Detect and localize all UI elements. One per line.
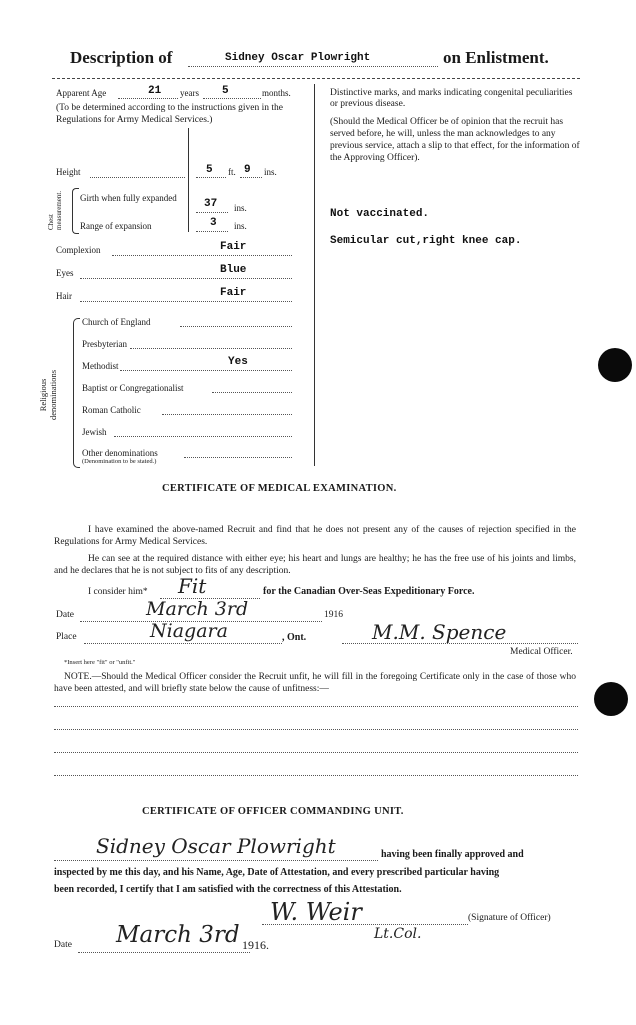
eyes-label: Eyes: [56, 268, 74, 278]
chest-brace: [72, 188, 79, 234]
complexion-label: Complexion: [56, 245, 101, 255]
insert-note: *Insert here "fit" or "unfit.": [64, 659, 136, 666]
years-label: years: [180, 88, 199, 98]
medical-heading: CERTIFICATE OF MEDICAL EXAMINATION.: [162, 483, 397, 494]
header-name-line: [188, 66, 438, 67]
approved-text: having been finally approved and: [381, 849, 524, 860]
complexion-line: [112, 255, 292, 256]
officer-date-line: [78, 952, 250, 953]
measure-divider: [188, 128, 189, 232]
hair-label: Hair: [56, 291, 72, 301]
height-ft-line: [196, 177, 226, 178]
eyes-line: [80, 278, 292, 279]
for-label: for the Canadian Over-Seas Expeditionary Force.: [263, 586, 475, 597]
range-unit: ins.: [234, 221, 247, 231]
medical-officer-label: Medical Officer.: [510, 647, 573, 657]
girth-value: 37: [204, 198, 218, 210]
girth-label-text: Girth when fully expanded: [80, 193, 177, 203]
chest-label: Chest measurement.: [47, 190, 63, 230]
range-value: 3: [210, 217, 217, 229]
apparent-age-label: Apparent Age: [56, 88, 107, 98]
medical-year: 1916: [324, 610, 343, 620]
place-value: Niagara: [150, 620, 228, 642]
height-line: [90, 177, 185, 178]
medical-para-1: I have examined the above-named Recruit and find that he does not present any of the causes of rejection specified in the Regulations for Army Medical Services.: [54, 525, 576, 547]
church-of-england-label: Church of England: [82, 317, 151, 327]
catholic-line: [162, 414, 292, 415]
ont-label: , Ont.: [282, 632, 307, 643]
range-label: Range of expansion: [80, 221, 152, 231]
medical-date-value: March 3rd: [146, 598, 249, 620]
place-label: Place: [56, 632, 77, 642]
roman-catholic-label: Roman Catholic: [82, 405, 141, 415]
methodist-label: Methodist: [82, 361, 119, 371]
age-note: (To be determined according to the instructions given in the Regulations for Army Medical Services.): [56, 103, 284, 125]
unfit-note: NOTE.—Should the Medical Officer consider the Recruit unfit, he will fill in the foregoing Certificate only in the case of those who have been attested, and will briefly state below the cause of unfitness:—: [54, 672, 576, 694]
height-ins-label: ins.: [264, 167, 277, 177]
marks-line-1: Not vaccinated.: [330, 208, 430, 220]
medical-para-2: He can see at the required distance with either eye; his heart and lungs are healthy; he has the free use of his joints and limbs, and he declares that he is not subject to fits of any description.: [54, 554, 576, 576]
officer-name-handwritten: Sidney Oscar Plowright: [96, 834, 336, 858]
eyes-value: Blue: [220, 264, 247, 276]
unfit-line-4: [54, 775, 578, 776]
hair-value: Fair: [220, 287, 247, 299]
officer-date-label: Date: [54, 940, 72, 950]
punch-hole-bottom: [594, 682, 628, 716]
height-ins-line: [240, 177, 262, 178]
range-line: [196, 231, 228, 232]
medical-signature: M.M. Spence: [372, 620, 507, 644]
recruit-name: Sidney Oscar Plowright: [225, 52, 371, 64]
consider-label: I consider him*: [88, 587, 148, 597]
officer-date-value: March 3rd: [116, 922, 240, 948]
complexion-value: Fair: [220, 241, 247, 253]
hair-line: [80, 301, 292, 302]
height-ft-value: 5: [206, 164, 213, 176]
age-years-value: 21: [148, 85, 162, 97]
officer-year: 1916.: [242, 938, 269, 952]
religion-brace: [73, 318, 80, 468]
age-years-line: [118, 98, 178, 99]
officer-heading: CERTIFICATE OF OFFICER COMMANDING UNIT.: [142, 806, 404, 817]
church-line: [180, 326, 292, 327]
methodist-line: [120, 370, 292, 371]
punch-hole-top: [598, 348, 632, 382]
presbyterian-line: [130, 348, 292, 349]
baptist-line: [212, 392, 292, 393]
place-line: [84, 643, 282, 644]
presbyterian-label: Presbyterian: [82, 339, 127, 349]
header-rule: [52, 78, 580, 80]
height-ins-value: 9: [244, 164, 251, 176]
girth-label: [80, 193, 190, 204]
girth-unit: ins.: [234, 203, 247, 213]
marks-heading: Distinctive marks, and marks indicating congenital peculiarities or previous disease.: [330, 88, 573, 109]
height-label: Height: [56, 167, 81, 177]
header-title-left: Description of: [70, 48, 173, 67]
officer-line-2: inspected by me this day, and his Name, Age, Date of Attestation, and every prescribed particular having: [54, 867, 500, 878]
religion-side-label: Religious denominations: [38, 369, 58, 421]
marks-line-2: Semicular cut,right knee cap.: [330, 235, 522, 247]
ft-label: ft.: [228, 167, 236, 177]
age-months-line: [203, 98, 261, 99]
column-divider: [314, 84, 315, 466]
header-title-right: on Enlistment.: [443, 48, 549, 67]
jewish-line: [114, 436, 292, 437]
unfit-line-2: [54, 729, 578, 730]
baptist-label: Baptist or Congregationalist: [82, 383, 184, 393]
age-months-value: 5: [222, 85, 229, 97]
jewish-label: Jewish: [82, 427, 107, 437]
marks-note: (Should the Medical Officer be of opinion that the recruit has served before, he will, unless the man acknowledges to any previous service, attach a slip to that effect, for the information of the Approving Officer).: [330, 117, 580, 163]
officer-rank: Lt.Col.: [374, 926, 422, 942]
other-label: Other denominations: [82, 448, 158, 458]
officer-line-3: been recorded, I certify that I am satisfied with the correctness of this Attestation.: [54, 884, 402, 895]
methodist-value: Yes: [228, 356, 248, 368]
months-label: months.: [262, 88, 291, 98]
officer-signature: W. Weir: [270, 898, 362, 926]
medical-date-label: Date: [56, 610, 74, 620]
officer-name-line: [54, 860, 378, 861]
other-note: (Denomination to be stated.): [82, 458, 157, 465]
unfit-line-3: [54, 752, 578, 753]
girth-line: [196, 212, 228, 213]
other-line: [184, 457, 292, 458]
consider-value: Fit: [178, 574, 207, 598]
unfit-line-1: [54, 706, 578, 707]
officer-sig-label: (Signature of Officer): [468, 913, 551, 923]
